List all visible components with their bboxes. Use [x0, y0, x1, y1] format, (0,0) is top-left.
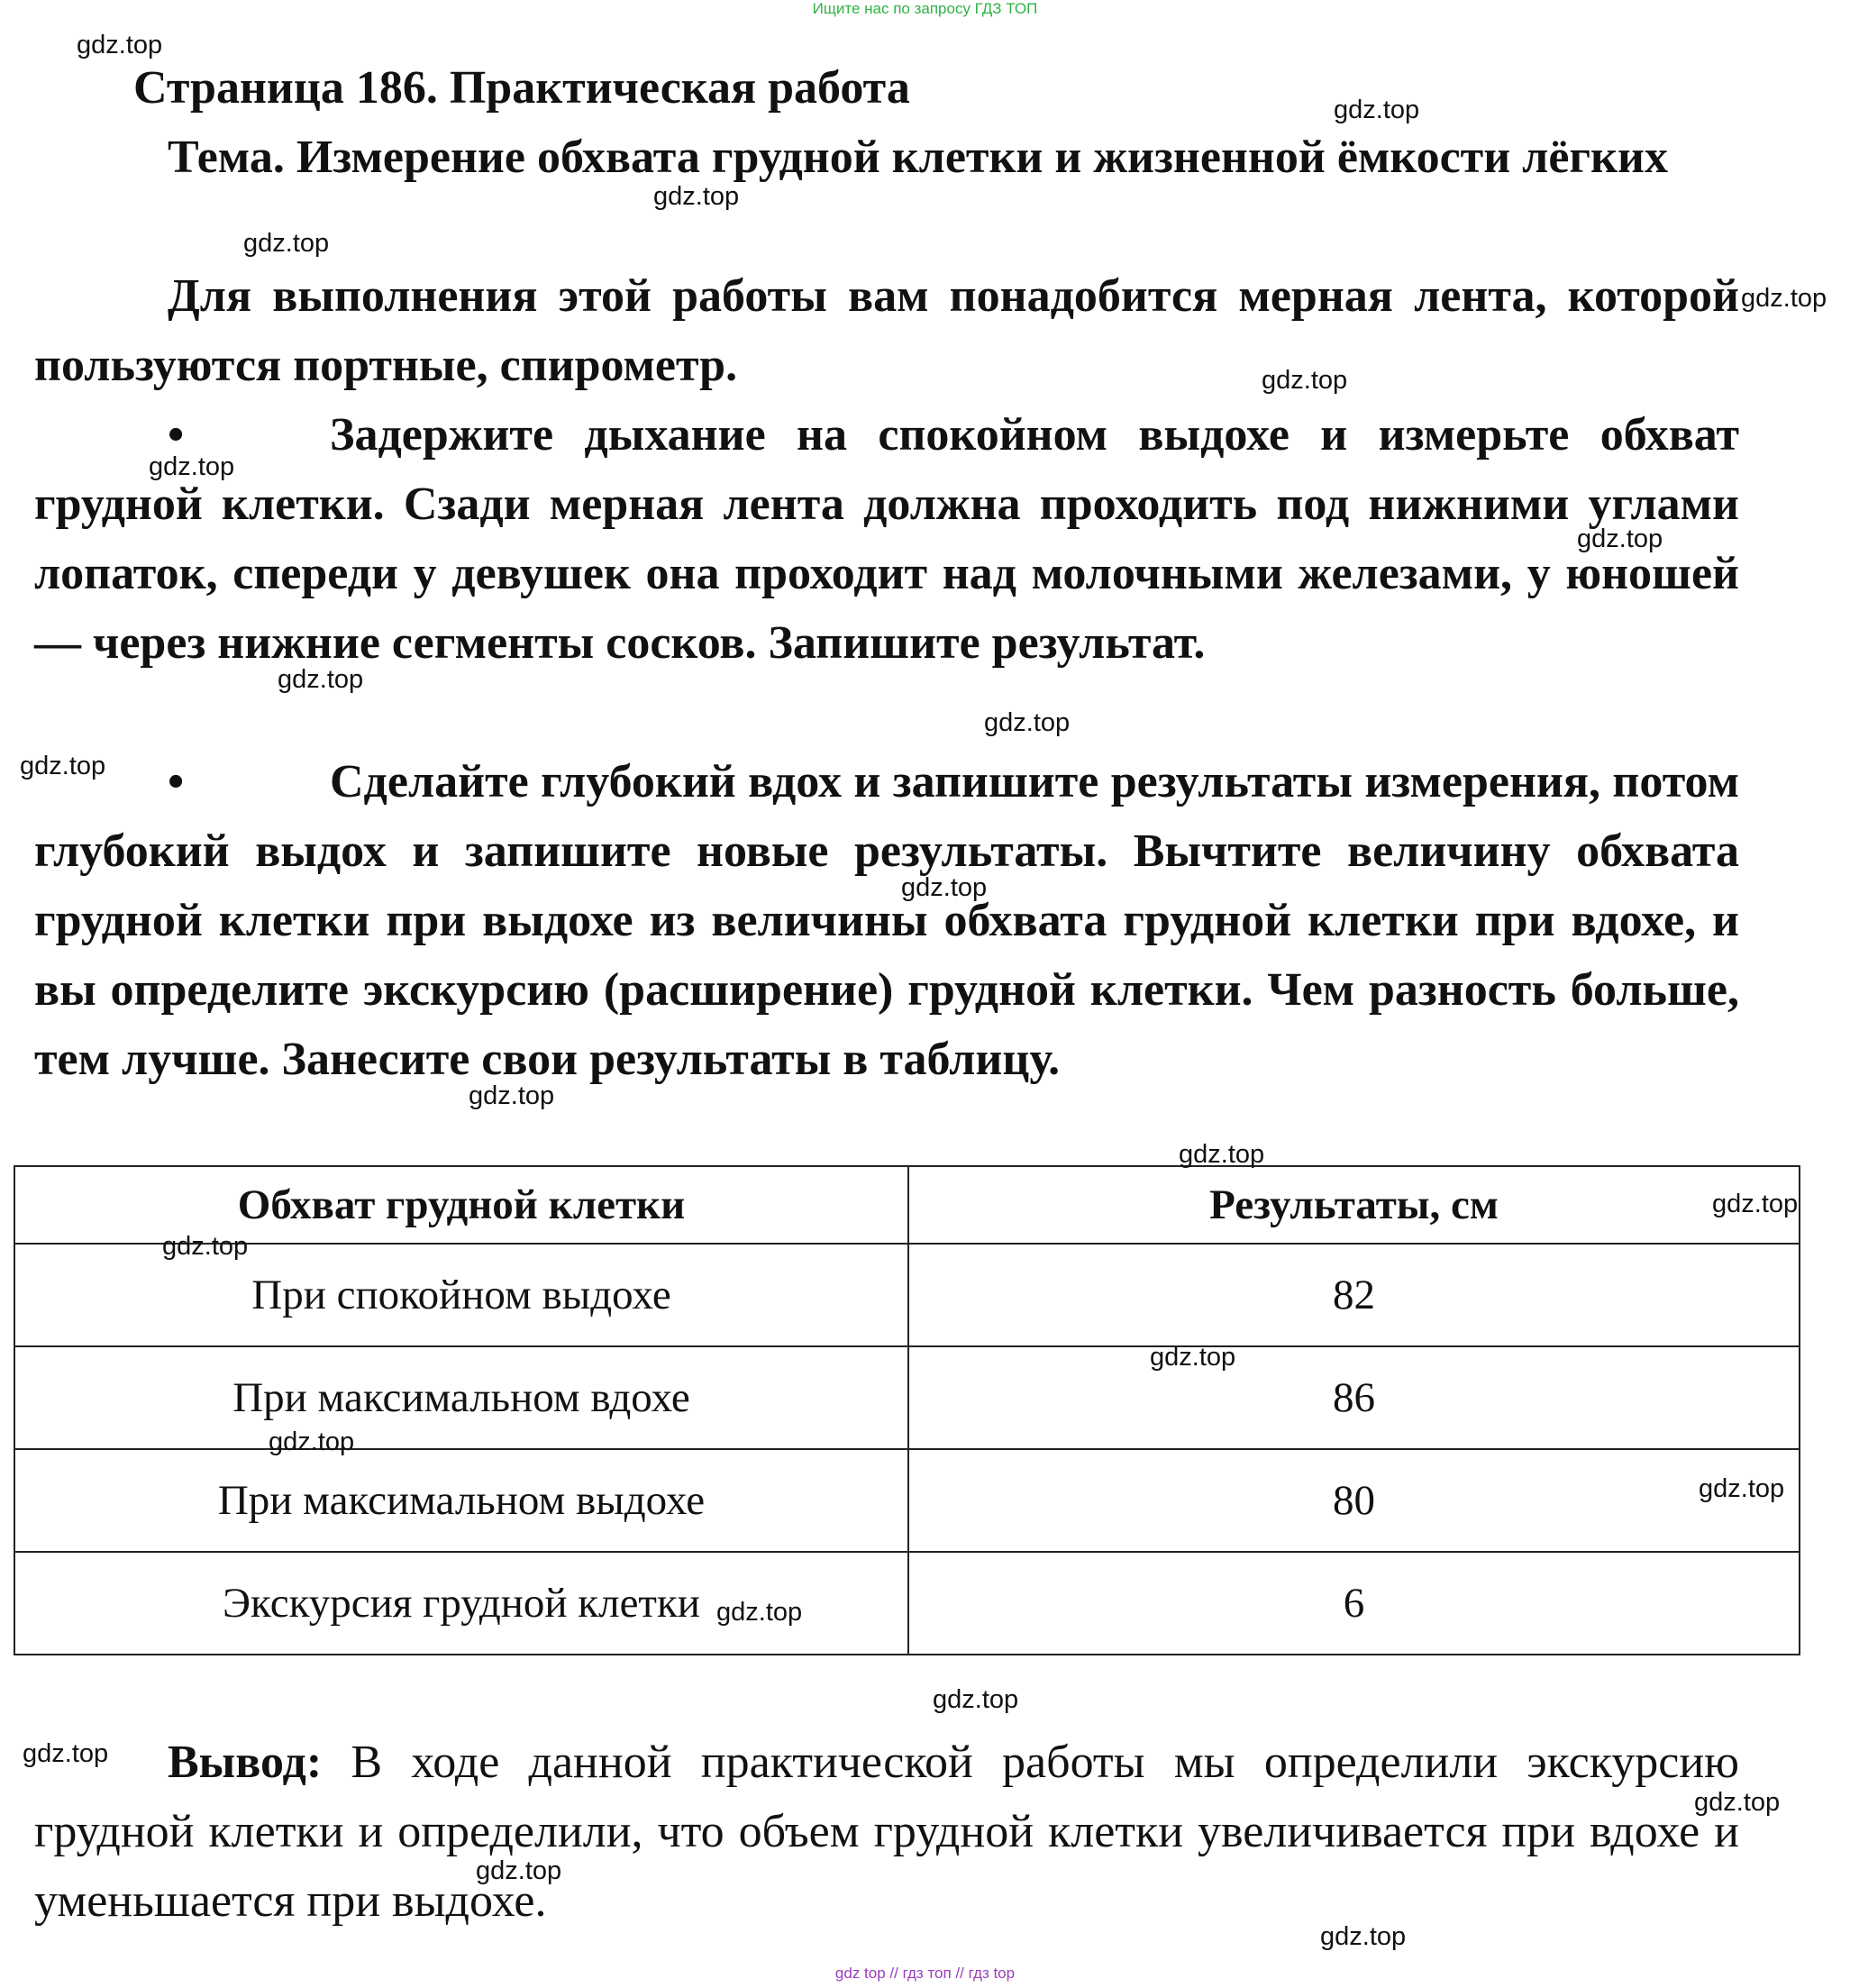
page-title: Страница 186. Практическая работа [133, 62, 910, 114]
bullet-marker: • [168, 409, 185, 461]
table-cell-label: При спокойном выдохе [14, 1244, 908, 1346]
watermark: gdz.top [1741, 284, 1827, 313]
bullet-text: Задержите дыхание на спокойном выдохе и измерьте обхват грудной клетки. Сзади мерная лента должна проходить под нижними углами лопаток, спереди у девушек она проходит над молочными железами, у юношей — через нижние сегменты сосков. Запишите результат. [34, 409, 1739, 669]
watermark: gdz.top [1334, 96, 1420, 124]
watermark: gdz.top [716, 1598, 803, 1627]
table-cell-label: При максимальном выдохе [14, 1449, 908, 1552]
table-cell-value: 86 [908, 1346, 1800, 1449]
bullet-text: Сделайте глубокий вдох и запишите результаты измерения, потом глубокий выдох и запишите новые результаты. Вычтите величину обхвата грудной клетки при выдохе из величины обхвата грудной клетки при вдохе, и вы определите экскурсию (расширение) грудной клетки. Чем разность больше, тем лучше. Занесите свои результаты в таблицу. [34, 756, 1739, 1085]
table-cell-label: Экскурсия грудной клетки [14, 1552, 908, 1655]
watermark: gdz.top [162, 1232, 249, 1261]
watermark: gdz.top [20, 752, 106, 780]
watermark: gdz.top [1694, 1788, 1781, 1817]
watermark: gdz.top [23, 1739, 109, 1768]
bullet-marker: • [168, 756, 185, 807]
watermark: gdz.top [476, 1856, 562, 1885]
table-row [14, 1244, 1800, 1346]
top-banner: Ищите нас по запросу ГДЗ ТОП [812, 0, 1038, 17]
table-header-row [14, 1166, 1800, 1244]
watermark: gdz.top [901, 873, 988, 902]
watermark: gdz.top [278, 665, 364, 694]
table-cell-value: 6 [908, 1552, 1800, 1655]
bottom-banner: gdz top // гдз топ // гдз top [834, 1965, 1016, 1982]
watermark: gdz.top [984, 708, 1071, 737]
results-table [14, 1165, 1800, 1655]
conclusion-text: В ходе данной практической работы мы определили экскурсию грудной клетки и определили, что объем грудной клетки увеличивается при вдохе и уменьшается при выдохе. [34, 1737, 1739, 1927]
watermark: gdz.top [1320, 1922, 1407, 1951]
watermark: gdz.top [1699, 1474, 1785, 1503]
conclusion-paragraph [34, 1728, 1739, 1936]
bullet-item-2 [34, 747, 1739, 1094]
table-header-cell: Обхват грудной клетки [14, 1166, 908, 1244]
watermark: gdz.top [1712, 1190, 1799, 1218]
table-row [14, 1552, 1800, 1655]
table-row [14, 1449, 1800, 1552]
watermark: gdz.top [933, 1685, 1019, 1714]
table-header-cell: Результаты, см [908, 1166, 1800, 1244]
watermark: gdz.top [1150, 1343, 1236, 1372]
watermark: gdz.top [469, 1081, 555, 1110]
table-cell-value: 80 [908, 1449, 1800, 1552]
conclusion-label: Вывод: [168, 1737, 323, 1788]
table-cell-label: При максимальном вдохе [14, 1346, 908, 1449]
watermark: gdz.top [269, 1427, 355, 1456]
watermark: gdz.top [1577, 524, 1663, 553]
topic-heading: Тема. Измерение обхвата грудной клетки и жизненной ёмкости лёгких [168, 132, 1668, 183]
watermark: gdz.top [653, 182, 740, 211]
watermark: gdz.top [243, 229, 330, 258]
watermark: gdz.top [149, 452, 235, 481]
watermark: gdz.top [1179, 1140, 1265, 1169]
watermark: gdz.top [77, 31, 163, 59]
intro-paragraph: Для выполнения этой работы вам понадобится мерная лента, которой пользуются портные, спирометр. [34, 270, 1739, 391]
watermark: gdz.top [1262, 366, 1348, 395]
table-cell-value: 82 [908, 1244, 1800, 1346]
bullet-item-1 [34, 400, 1739, 678]
